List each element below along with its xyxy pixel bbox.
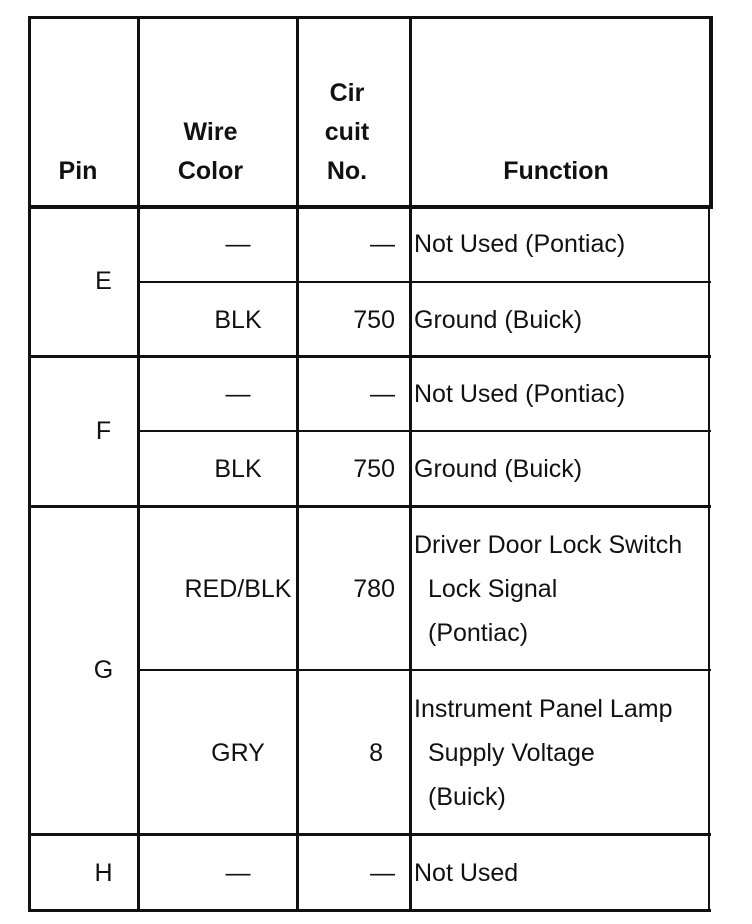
wire-color-cell: — bbox=[225, 230, 251, 258]
header-circuit-line3: No. bbox=[326, 157, 368, 185]
header-function: Function bbox=[503, 157, 609, 185]
function-cell: Lock Signal bbox=[428, 575, 558, 603]
table-top-border bbox=[28, 16, 713, 19]
wire-color-cell: — bbox=[225, 380, 251, 408]
wire-color-cell: GRY bbox=[211, 739, 265, 767]
group-divider bbox=[28, 833, 711, 836]
row-divider bbox=[139, 669, 711, 671]
header-wire-color-line2: Color bbox=[177, 157, 244, 185]
circuit-cell: 8 bbox=[369, 739, 383, 767]
circuit-cell: 750 bbox=[353, 306, 395, 334]
column-divider bbox=[137, 16, 140, 912]
function-cell: (Buick) bbox=[428, 783, 506, 811]
wire-color-cell: — bbox=[225, 859, 251, 887]
pin-label: H bbox=[94, 859, 113, 887]
header-bottom-border bbox=[28, 205, 713, 209]
function-cell: (Pontiac) bbox=[428, 619, 529, 647]
function-cell: Driver Door Lock Switch bbox=[414, 531, 683, 559]
header-circuit-line2: cuit bbox=[324, 118, 370, 146]
circuit-cell: — bbox=[370, 859, 395, 887]
pin-label: G bbox=[93, 656, 114, 684]
header-circuit-line1: Cir bbox=[329, 79, 365, 107]
wire-color-cell: RED/BLK bbox=[184, 575, 292, 603]
circuit-cell: — bbox=[370, 230, 395, 258]
table-bottom-border bbox=[28, 909, 711, 912]
group-divider bbox=[28, 505, 711, 508]
wire-color-cell: BLK bbox=[214, 306, 262, 334]
table-left-border bbox=[28, 16, 31, 912]
row-divider bbox=[139, 281, 711, 283]
column-divider bbox=[409, 16, 412, 912]
pin-label: F bbox=[95, 417, 112, 445]
function-cell: Not Used (Pontiac) bbox=[414, 380, 626, 408]
circuit-cell: — bbox=[370, 380, 395, 408]
table-right-border bbox=[709, 16, 713, 208]
table-right-border bbox=[708, 208, 710, 912]
circuit-cell: 750 bbox=[353, 455, 395, 483]
function-cell: Not Used (Pontiac) bbox=[414, 230, 626, 258]
function-cell: Ground (Buick) bbox=[414, 455, 583, 483]
wire-color-cell: BLK bbox=[214, 455, 262, 483]
function-cell: Ground (Buick) bbox=[414, 306, 583, 334]
function-cell: Instrument Panel Lamp bbox=[414, 695, 673, 723]
header-pin: Pin bbox=[58, 157, 98, 185]
pin-label: E bbox=[95, 267, 112, 295]
circuit-cell: 780 bbox=[353, 575, 395, 603]
function-cell: Not Used bbox=[414, 859, 519, 887]
header-wire-color-line1: Wire bbox=[183, 118, 238, 146]
group-divider bbox=[28, 355, 711, 358]
function-cell: Supply Voltage bbox=[428, 739, 595, 767]
row-divider bbox=[139, 430, 711, 432]
